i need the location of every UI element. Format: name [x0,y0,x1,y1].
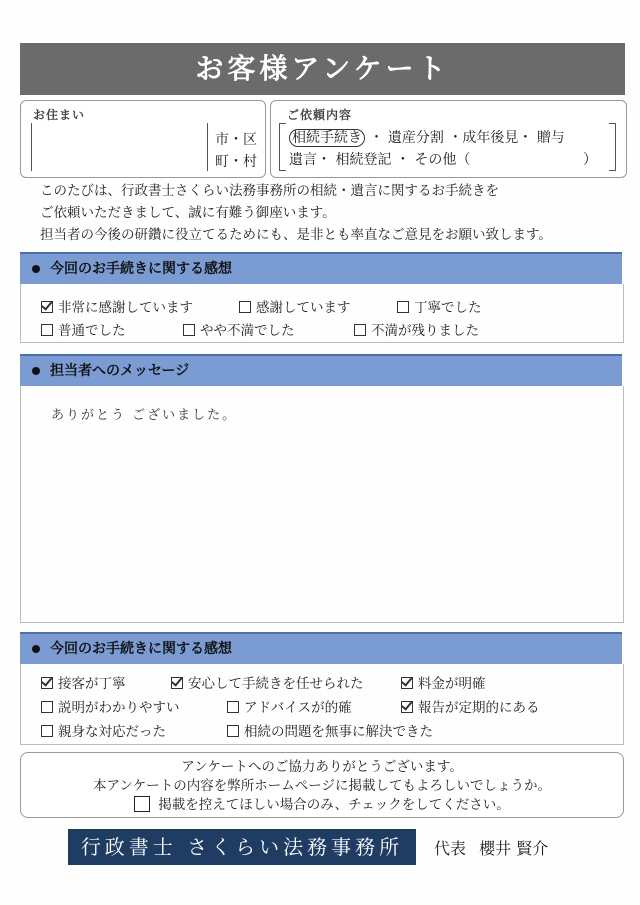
request-line-2 [289,149,470,169]
checkbox-icon[interactable] [183,324,195,336]
option-regular-reports[interactable]: 報告が定期的にある [401,696,540,716]
section1-title: 今回のお手続きに関する感想 [50,261,232,277]
checkbox-icon[interactable] [397,301,409,313]
checkbox-icon[interactable] [227,725,239,737]
request-label: ご依頼内容 [287,108,353,122]
section3-options [20,664,624,745]
representative [434,836,548,859]
representative-name: 櫻井 賢介 [479,839,549,858]
section1-options [20,284,624,343]
request-other-close: ） [583,152,597,168]
closing-box [20,752,624,818]
checkbox-icon[interactable] [41,725,53,737]
option-very-grateful[interactable]: 非常に感謝しています [41,296,193,316]
address-field[interactable] [31,123,208,171]
request-options-rest: ・ 遺産分割 ・成年後見・ 贈与 [369,130,565,146]
address-box [20,100,266,178]
address-suffix-town: 町・村 [215,154,257,170]
bullet-icon [32,367,40,375]
option-problem-resolved[interactable]: 相続の問題を無事に解決できた [227,720,433,740]
address-suffix-city: 市・区 [215,132,257,148]
closing-line-3: 掲載を控えてほしい場合のみ、チェックをしてください。 [158,797,510,813]
option-accurate-advice[interactable]: アドバイスが的確 [227,696,352,716]
checkbox-icon[interactable] [239,301,251,313]
bullet-icon [32,265,40,273]
request-line-1 [289,127,565,147]
bullet-icon [32,645,40,653]
representative-label: 代表 [434,839,467,858]
request-bracket-left [279,123,286,171]
checkbox-checked-icon[interactable] [401,701,413,713]
option-clear-fees[interactable]: 料金が明確 [401,672,486,692]
checkbox-checked-icon[interactable] [41,677,53,689]
office-name-banner: 行政書士 さくらい法務事務所 [68,829,416,865]
message-area[interactable] [20,386,624,623]
option-caring-support[interactable]: 親身な対応だった [41,720,166,740]
option-polite[interactable]: 丁寧でした [397,296,482,316]
closing-line-3-row [21,796,623,815]
request-selected-option[interactable]: 相続手続き [289,129,365,147]
option-courteous-service[interactable]: 接客が丁寧 [41,672,126,692]
closing-line-1: アンケートへのご協力ありがとうございます。 [181,759,463,775]
closing-line-2: 本アンケートの内容を弊所ホームページに掲載してもよろしいでしょうか。 [93,778,551,794]
page-title: お客様アンケート [20,43,625,95]
request-bracket-right [609,123,616,171]
checkbox-icon[interactable] [227,701,239,713]
option-trusted-procedure[interactable]: 安心して手続きを任せられた [171,672,364,692]
option-somewhat-dissatisfied[interactable]: やや不満でした [183,319,295,339]
section2-header [20,354,622,386]
checkbox-checked-icon[interactable] [41,301,53,313]
intro-text [40,180,610,246]
checkbox-icon[interactable] [41,701,53,713]
option-average[interactable]: 普通でした [41,319,126,339]
request-box [270,100,627,178]
checkbox-checked-icon[interactable] [401,677,413,689]
message-text: ありがとう ございました。 [51,408,238,423]
intro-line: このたびは、行政書士さくらい法務事務所の相続・遺言に関するお手続きを [40,183,499,199]
request-options-line2: 遺言・ 相続登記 ・ その他（ [289,152,471,168]
intro-line: ご依頼いただきまして、誠に有難う御座います。 [40,205,336,221]
section3-header [20,632,622,664]
option-grateful[interactable]: 感謝しています [239,296,351,316]
option-dissatisfied[interactable]: 不満が残りました [354,319,479,339]
section1-header [20,252,622,284]
intro-line: 担当者の今後の研鑽に役立てるためにも、是非とも率直なご意見をお願い致します。 [40,227,552,243]
section3-title: 今回のお手続きに関する感想 [50,641,232,657]
option-easy-explanation[interactable]: 説明がわかりやすい [41,696,180,716]
address-label: お住まい [33,108,86,122]
section2-title: 担当者へのメッセージ [50,363,190,379]
checkbox-checked-icon[interactable] [171,677,183,689]
publish-optout-checkbox[interactable] [134,796,150,812]
checkbox-icon[interactable] [354,324,366,336]
checkbox-icon[interactable] [41,324,53,336]
